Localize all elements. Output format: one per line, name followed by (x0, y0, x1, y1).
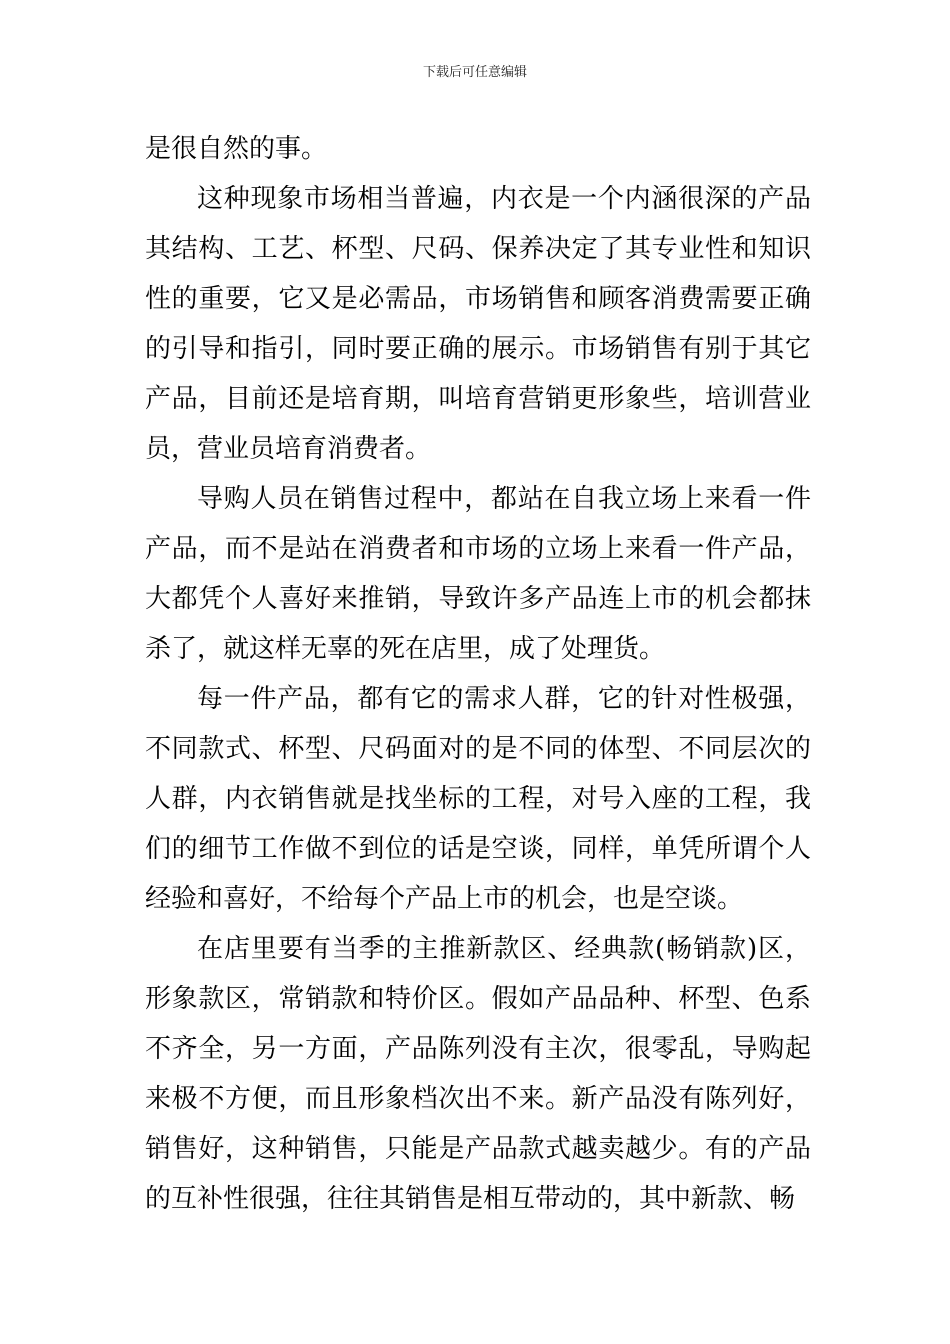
page-header-note: 下载后可任意编辑 (422, 65, 527, 80)
document-body (145, 124, 811, 1224)
paragraph-sales-staff: 导购人员在销售过程中，都站在自我立场上来看一件产品，而不是站在消费者和市场的立场上来看一件产品，大都凭个人喜好来推销，导致许多产品连上市的机会都抹杀了，就这样无辜的死在店里，成了处理货。 (145, 484, 811, 664)
paragraph-continuation: 是很自然的事。 (145, 134, 328, 164)
paragraph-target-groups: 每一件产品，都有它的需求人群，它的针对性极强，不同款式、杯型、尺码面对的是不同的体型、不同层次的人群，内衣销售就是找坐标的工程，对号入座的工程，我们的细节工作做不到位的话是空谈，同样，单凭所谓个人经验和喜好，不给每个产品上市的机会，也是空谈。 (145, 684, 811, 914)
paragraph-store-zones: 在店里要有当季的主推新款区、经典款(畅销款)区，形象款区，常销款和特价区。假如产品品种、杯型、色系不齐全，另一方面，产品陈列没有主次，很零乱，导购起来极不方便，而且形象档次出不来。新产品没有陈列好，销售好，这种销售，只能是产品款式越卖越少。有的产品的互补性很强，往往其销售是相互带动的，其中新款、畅 (145, 934, 811, 1214)
paragraph-market-phenomenon: 这种现象市场相当普遍，内衣是一个内涵很深的产品其结构、工艺、杯型、尺码、保养决定了其专业性和知识性的重要，它又是必需品，市场销售和顾客消费需要正确的引导和指引，同时要正确的展示。市场销售有别于其它产品，目前还是培育期，叫培育营销更形象些，培训营业员，营业员培育消费者。 (145, 184, 811, 464)
